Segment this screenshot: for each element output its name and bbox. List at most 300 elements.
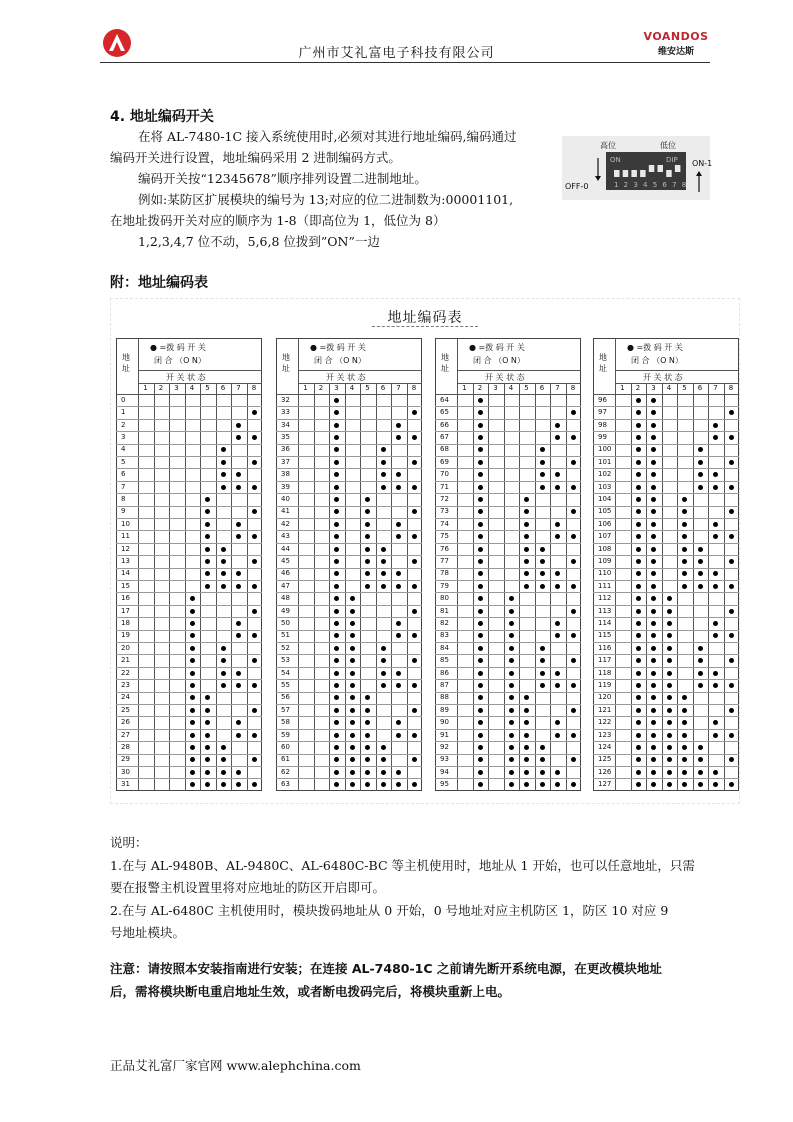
switch-on-dot xyxy=(698,584,703,589)
table-row-line xyxy=(593,406,739,407)
switch-on-dot xyxy=(540,485,545,490)
switch-on-dot xyxy=(682,733,687,738)
column-header: 3 xyxy=(334,384,339,392)
switch-on-dot xyxy=(236,733,241,738)
address-label: 82 xyxy=(440,619,449,627)
table-row-line xyxy=(276,431,422,432)
column-header: 3 xyxy=(651,384,656,392)
switch-on-dot xyxy=(729,683,734,688)
switch-on-dot xyxy=(381,559,386,564)
address-label: 112 xyxy=(598,594,612,603)
address-label: 8 xyxy=(121,495,126,503)
company-name: 广州市艾礼富电子科技有限公司 xyxy=(298,46,495,61)
switch-on-dot xyxy=(729,534,734,539)
table-row-line xyxy=(435,530,581,531)
table-row-line xyxy=(116,456,262,457)
address-label: 62 xyxy=(281,767,290,776)
switch-on-dot xyxy=(221,559,226,564)
table-row-line xyxy=(276,456,422,457)
switch-on-dot xyxy=(396,423,401,428)
switch-on-dot xyxy=(396,770,401,775)
column-header: 8 xyxy=(411,384,417,392)
address-label: 103 xyxy=(598,482,612,491)
notes-section xyxy=(110,832,695,945)
table-row-line xyxy=(435,468,581,469)
switch-on-dot xyxy=(524,770,529,775)
legend-line: 闭 合 （O N） xyxy=(314,356,366,365)
switch-on-dot xyxy=(636,733,641,738)
switch-on-dot xyxy=(412,559,417,564)
table-row-line xyxy=(116,754,262,755)
switch-on-dot xyxy=(350,770,355,775)
switch-on-dot xyxy=(381,745,386,750)
switch-on-dot xyxy=(334,547,339,552)
switch-on-dot xyxy=(205,522,210,527)
switch-on-dot xyxy=(651,733,656,738)
address-label: 22 xyxy=(121,668,130,677)
address-label: 14 xyxy=(121,569,130,578)
table-row-line xyxy=(593,518,739,519)
column-header: 3 xyxy=(174,384,179,392)
switch-on-dot xyxy=(524,584,529,589)
column-header: 2 xyxy=(477,384,483,392)
address-label: 101 xyxy=(598,457,612,466)
switch-on-dot xyxy=(478,596,483,601)
switch-on-dot xyxy=(190,733,195,738)
switch-on-dot xyxy=(236,671,241,676)
column-header: 1 xyxy=(620,384,625,392)
address-label: 12 xyxy=(121,544,130,553)
switch-on-dot xyxy=(334,609,339,614)
switch-on-dot xyxy=(713,584,718,589)
dip-switch-illustration xyxy=(562,136,713,200)
legend-line: ● =拨 码 开 关 xyxy=(310,343,366,352)
table-row-line xyxy=(593,419,739,420)
address-label: 59 xyxy=(281,730,290,739)
table-row-line xyxy=(435,506,581,507)
dip-on-top: ON xyxy=(610,156,621,164)
switch-on-dot xyxy=(636,720,641,725)
address-label: 5 xyxy=(121,457,126,466)
switch-on-dot xyxy=(636,646,641,651)
switch-on-dot xyxy=(478,410,483,415)
table-row-line xyxy=(276,518,422,519)
switch-on-dot xyxy=(478,770,483,775)
switch-on-dot xyxy=(365,770,370,775)
switch-on-dot xyxy=(252,410,257,415)
switch-on-dot xyxy=(478,621,483,626)
address-label: 74 xyxy=(440,519,449,528)
switch-on-dot xyxy=(365,708,370,713)
switch-on-dot xyxy=(478,782,483,787)
switch-on-dot xyxy=(540,683,545,688)
address-label: 46 xyxy=(281,569,290,578)
switch-on-dot xyxy=(571,658,576,663)
switch-on-dot xyxy=(571,683,576,688)
switch-on-dot xyxy=(334,671,339,676)
table-row-line xyxy=(276,568,422,569)
switch-on-dot xyxy=(555,522,560,527)
table-row-line xyxy=(116,716,262,717)
address-label: 99 xyxy=(598,433,607,441)
address-label: 2 xyxy=(121,420,126,429)
address-label: 33 xyxy=(281,408,290,417)
switch-on-dot xyxy=(478,646,483,651)
switch-on-dot xyxy=(221,472,226,477)
address-label: 75 xyxy=(440,532,449,541)
column-header: 1 xyxy=(462,384,467,392)
table-row-line xyxy=(593,543,739,544)
switch-on-dot xyxy=(682,522,687,527)
table-row-line xyxy=(593,568,739,569)
table-row-line xyxy=(593,493,739,494)
switch-on-dot xyxy=(478,547,483,552)
switch-on-dot xyxy=(252,683,257,688)
switch-on-dot xyxy=(667,609,672,614)
switch-on-dot xyxy=(636,596,641,601)
switch-on-dot xyxy=(412,708,417,713)
address-label: 78 xyxy=(440,569,449,578)
address-label: 15 xyxy=(121,581,130,590)
switch-on-dot xyxy=(190,745,195,750)
address-label: 53 xyxy=(281,656,290,665)
table-row-line xyxy=(435,605,581,606)
switch-on-dot xyxy=(540,584,545,589)
switch-on-dot xyxy=(509,782,514,787)
column-header: 4 xyxy=(349,384,355,392)
switch-on-dot xyxy=(381,485,386,490)
column-header: 6 xyxy=(697,384,703,392)
table-row-line xyxy=(435,456,581,457)
address-label: 76 xyxy=(440,544,449,553)
switch-on-dot xyxy=(636,472,641,477)
switch-on-dot xyxy=(555,584,560,589)
address-label: 56 xyxy=(281,693,290,702)
table-row-line xyxy=(276,704,422,705)
address-label: 123 xyxy=(598,730,612,739)
notes-line: 要在报警主机设置里将对应地址的防区开启即可。 xyxy=(110,880,386,895)
address-label: 18 xyxy=(121,619,130,627)
table-row-line xyxy=(116,692,262,693)
table-row-line xyxy=(276,419,422,420)
address-label: 65 xyxy=(440,408,449,417)
table-row-line xyxy=(116,506,262,507)
switch-on-dot xyxy=(651,460,656,465)
address-label: 79 xyxy=(440,581,449,590)
table-row-line xyxy=(276,555,422,556)
switch-on-dot xyxy=(713,770,718,775)
address-label: 125 xyxy=(598,755,612,764)
warning-line: 注意：请按照本安装指南进行安装；在连接 AL-7480-1C 之前请先断开系统电源，在更改模块地址 xyxy=(110,961,662,976)
table-hline xyxy=(276,394,422,395)
table-row-line xyxy=(116,431,262,432)
switch-on-dot xyxy=(334,485,339,490)
address-label: 26 xyxy=(121,718,130,727)
switch-state-header: 开 关 状 态 xyxy=(166,373,206,382)
table-row-line xyxy=(116,741,262,742)
address-header: 地址 xyxy=(282,353,290,373)
switch-on-dot xyxy=(478,472,483,477)
column-header: 7 xyxy=(396,384,401,392)
column-header: 1 xyxy=(303,384,308,392)
address-table-title-underline xyxy=(372,326,478,327)
switch-on-dot xyxy=(478,584,483,589)
dip-key xyxy=(640,170,646,177)
switch-on-dot xyxy=(636,460,641,465)
switch-on-dot xyxy=(713,522,718,527)
table-row-line xyxy=(116,630,262,631)
table-row-line xyxy=(116,543,262,544)
table-row-line xyxy=(276,642,422,643)
address-label: 73 xyxy=(440,507,449,516)
switch-on-dot xyxy=(509,733,514,738)
table-row-line xyxy=(435,766,581,767)
notes-line: 1.在与 AL-9480B、AL-9480C、AL-6480C-BC 等主机使用时，地址从 1 开始，也可以任意地址，只需 xyxy=(110,857,695,873)
switch-on-dot xyxy=(698,745,703,750)
switch-on-dot xyxy=(667,596,672,601)
table-row-line xyxy=(593,679,739,680)
address-label: 7 xyxy=(121,482,126,491)
switch-on-dot xyxy=(509,609,514,614)
switch-on-dot xyxy=(651,398,656,403)
switch-on-dot xyxy=(713,423,718,428)
dip-off-label: OFF-0 xyxy=(565,182,589,191)
switch-on-dot xyxy=(667,770,672,775)
column-header: 6 xyxy=(539,384,545,392)
switch-on-dot xyxy=(698,472,703,477)
section-title: 4. 地址编码开关 xyxy=(110,109,214,125)
column-header: 5 xyxy=(365,384,370,392)
switch-on-dot xyxy=(221,658,226,663)
table-row-line xyxy=(116,580,262,581)
address-header: 地址 xyxy=(122,353,130,373)
address-label: 54 xyxy=(281,668,290,677)
switch-on-dot xyxy=(540,472,545,477)
switch-on-dot xyxy=(221,485,226,490)
dip-digits: 1 2 3 4 5 6 7 8 xyxy=(614,181,688,189)
switch-on-dot xyxy=(540,646,545,651)
table-row-line xyxy=(593,617,739,618)
switch-on-dot xyxy=(190,671,195,676)
table-row-line xyxy=(435,692,581,693)
switch-on-dot xyxy=(636,547,641,552)
address-label: 45 xyxy=(281,557,290,565)
switch-on-dot xyxy=(190,720,195,725)
address-label: 92 xyxy=(440,743,449,751)
address-label: 23 xyxy=(121,681,130,689)
address-label: 51 xyxy=(281,631,290,640)
address-label: 110 xyxy=(598,569,612,578)
switch-on-dot xyxy=(571,410,576,415)
table-row-line xyxy=(116,518,262,519)
switch-on-dot xyxy=(350,646,355,651)
switch-on-dot xyxy=(236,485,241,490)
switch-on-dot xyxy=(571,733,576,738)
address-label: 115 xyxy=(598,631,612,640)
switch-on-dot xyxy=(478,745,483,750)
address-label: 28 xyxy=(121,743,130,751)
switch-on-dot xyxy=(190,596,195,601)
dip-key xyxy=(649,165,655,172)
legend-line: ● =拨 码 开 关 xyxy=(150,343,206,352)
address-label: 127 xyxy=(598,780,612,789)
switch-on-dot xyxy=(412,683,417,688)
table-row-line xyxy=(593,667,739,668)
switch-on-dot xyxy=(571,559,576,564)
switch-on-dot xyxy=(555,733,560,738)
address-label: 36 xyxy=(281,445,290,454)
address-label: 61 xyxy=(281,755,290,764)
switch-on-dot xyxy=(636,683,641,688)
switch-on-dot xyxy=(334,423,339,428)
switch-on-dot xyxy=(205,584,210,589)
column-header: 4 xyxy=(508,384,514,392)
switch-on-dot xyxy=(350,621,355,626)
table-row-line xyxy=(435,419,581,420)
address-table-0-31 xyxy=(116,338,262,798)
table-row-line xyxy=(593,605,739,606)
switch-on-dot xyxy=(636,770,641,775)
address-label: 42 xyxy=(281,519,290,528)
table-row-line xyxy=(593,530,739,531)
switch-on-dot xyxy=(636,522,641,527)
switch-on-dot xyxy=(365,522,370,527)
switch-on-dot xyxy=(729,584,734,589)
notes-line: 2.在与 AL-6480C 主机使用时，模块拨码地址从 0 开始，0 号地址对应主机防区 1，防区 10 对应 9 xyxy=(110,902,669,918)
switch-on-dot xyxy=(713,671,718,676)
dip-low-label: 低位 xyxy=(660,141,676,150)
switch-on-dot xyxy=(350,745,355,750)
address-label: 64 xyxy=(440,395,449,404)
table-row-line xyxy=(116,679,262,680)
table-row-line xyxy=(276,692,422,693)
switch-on-dot xyxy=(667,782,672,787)
switch-on-dot xyxy=(190,609,195,614)
address-label: 57 xyxy=(281,705,290,714)
switch-on-dot xyxy=(412,485,417,490)
switch-on-dot xyxy=(478,485,483,490)
switch-on-dot xyxy=(667,708,672,713)
table-row-line xyxy=(116,729,262,730)
address-label: 124 xyxy=(598,743,612,751)
switch-on-dot xyxy=(667,646,672,651)
switch-on-dot xyxy=(729,410,734,415)
switch-on-dot xyxy=(412,460,417,465)
switch-on-dot xyxy=(350,782,355,787)
legend-line: 闭 合 （O N） xyxy=(473,356,525,365)
table-row-line xyxy=(276,716,422,717)
switch-on-dot xyxy=(729,609,734,614)
address-label: 119 xyxy=(598,681,612,689)
switch-on-dot xyxy=(478,708,483,713)
switch-on-dot xyxy=(412,435,417,440)
switch-on-dot xyxy=(412,609,417,614)
table-row-line xyxy=(435,679,581,680)
address-table-96-127 xyxy=(593,338,739,798)
table-row-line xyxy=(276,506,422,507)
switch-on-dot xyxy=(396,671,401,676)
switch-on-dot xyxy=(396,485,401,490)
switch-on-dot xyxy=(252,559,257,564)
switch-on-dot xyxy=(636,708,641,713)
paragraph-line: 在将 AL-7480-1C 接入系统使用时,必须对其进行地址编码,编码通过 xyxy=(138,129,517,144)
address-label: 21 xyxy=(121,656,130,665)
warning-line: 后，需将模块断电重启地址生效，或者断电拨码完后，将模块重新上电。 xyxy=(110,983,511,999)
address-header: 地址 xyxy=(441,353,449,373)
switch-on-dot xyxy=(381,671,386,676)
switch-on-dot xyxy=(651,547,656,552)
table-row-line xyxy=(116,592,262,593)
address-table-32-63 xyxy=(276,338,422,798)
address-label: 105 xyxy=(598,507,612,516)
address-label: 111 xyxy=(598,581,612,590)
table-row-line xyxy=(276,754,422,755)
switch-on-dot xyxy=(190,658,195,663)
switch-on-dot xyxy=(381,472,386,477)
address-label: 48 xyxy=(281,594,290,603)
column-header: 7 xyxy=(236,384,241,392)
switch-on-dot xyxy=(478,534,483,539)
column-header: 7 xyxy=(713,384,718,392)
address-label: 80 xyxy=(440,594,449,603)
column-header: 6 xyxy=(220,384,226,392)
table-row-line xyxy=(116,568,262,569)
switch-on-dot xyxy=(221,671,226,676)
address-label: 50 xyxy=(281,619,290,627)
switch-on-dot xyxy=(478,522,483,527)
switch-on-dot xyxy=(524,522,529,527)
column-header: 1 xyxy=(143,384,148,392)
switch-on-dot xyxy=(729,559,734,564)
column-header: 8 xyxy=(251,384,257,392)
switch-on-dot xyxy=(698,658,703,663)
address-label: 39 xyxy=(281,482,290,491)
table-row-line xyxy=(276,741,422,742)
switch-on-dot xyxy=(381,460,386,465)
switch-on-dot xyxy=(729,658,734,663)
switch-on-dot xyxy=(509,683,514,688)
switch-on-dot xyxy=(509,720,514,725)
switch-on-dot xyxy=(571,782,576,787)
address-label: 116 xyxy=(598,643,612,652)
paragraph-line: 编码开关进行设置，地址编码采用 2 进制编码方式。 xyxy=(110,150,401,165)
table-row-line xyxy=(276,667,422,668)
paragraph-line: 在地址拨码开关对应的顺序为 1-8（即高位为 1，低位为 8） xyxy=(110,213,446,228)
switch-on-dot xyxy=(221,745,226,750)
address-label: 44 xyxy=(281,544,290,553)
table-row-line xyxy=(435,406,581,407)
paragraph-line: 例如:某防区扩展模块的编号为 13;对应的位二进制数为:00001101, xyxy=(138,192,514,207)
table-row-line xyxy=(435,444,581,445)
switch-on-dot xyxy=(713,733,718,738)
switch-on-dot xyxy=(682,708,687,713)
brand-logo xyxy=(640,30,712,58)
address-label: 77 xyxy=(440,557,449,565)
address-label: 4 xyxy=(121,445,126,454)
switch-on-dot xyxy=(571,609,576,614)
switch-on-dot xyxy=(478,658,483,663)
table-row-line xyxy=(435,518,581,519)
legend-line: ● =拨 码 开 关 xyxy=(627,343,683,352)
table-row-line xyxy=(435,543,581,544)
table-hline xyxy=(138,370,262,371)
table-row-line xyxy=(593,766,739,767)
address-label: 38 xyxy=(281,470,290,479)
switch-on-dot xyxy=(334,708,339,713)
table-row-line xyxy=(276,580,422,581)
switch-on-dot xyxy=(221,770,226,775)
switch-on-dot xyxy=(221,547,226,552)
